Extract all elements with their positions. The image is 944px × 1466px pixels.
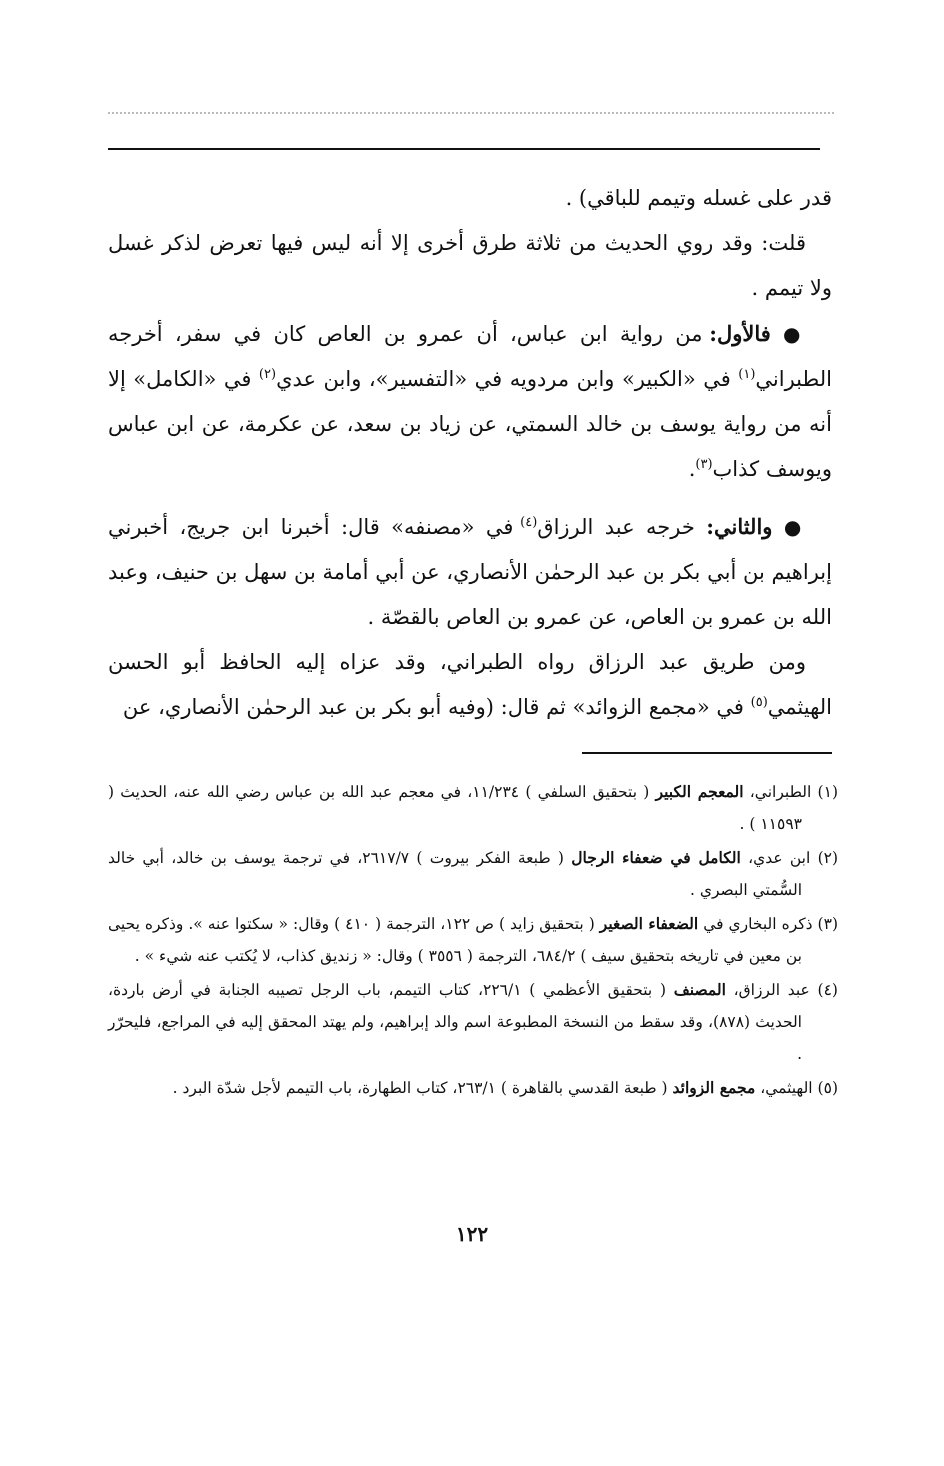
text-run: ابن عدي، — [740, 849, 811, 867]
book-title: الضعفاء الصغير — [599, 914, 699, 933]
footnote-ref[interactable]: (١) — [738, 367, 756, 382]
footnote-ref[interactable]: (٣) — [695, 457, 713, 472]
lead-word: والثاني: — [706, 514, 773, 539]
footnote-2 — [108, 842, 838, 906]
book-title: مجمع الزوائد — [672, 1078, 756, 1097]
text-run: من رواية ابن عباس، أن عمرو بن العاص كان في سفر، أخرجه الطبراني — [108, 322, 832, 391]
footnote-number: (٢) — [817, 849, 839, 867]
text-run: ومن طريق عبد الرزاق رواه الطبراني، وقد عزاه إليه الحافظ أبو الحسن الهيثمي — [108, 650, 832, 719]
paragraph-continuation: قدر على غسله وتيمم للباقي) . — [565, 186, 832, 210]
text-run: ( طبعة الفكر بيروت ) ٢٦١٧/٧، في ترجمة يوسف بن خالد، أبي خالد السُّمتي البصري . — [108, 849, 802, 899]
footnote-ref[interactable]: (٥) — [750, 695, 768, 710]
paragraph-second-route — [108, 504, 832, 640]
footnote-3 — [108, 908, 838, 972]
text-run: ( طبعة القدسي بالقاهرة ) ٢٦٣/١، كتاب الطهارة، باب التيمم لأجل شدّة البرد . — [172, 1079, 673, 1097]
footnotes — [108, 776, 838, 1106]
footnote-number: (١) — [817, 783, 838, 801]
text-run: عبد الرزاق، — [725, 981, 810, 999]
text-run: ذكره البخاري في — [698, 915, 813, 933]
footnote-number: (٣) — [817, 915, 838, 933]
text-run: الطبراني، — [743, 783, 812, 801]
bullet-icon: ● — [783, 322, 807, 346]
text-run: ( بتحقيق زايد ) ص ١٢٢، الترجمة ( ٤١٠ ) وقال: « سكتوا عنه ». وذكره يحيى بن معين في تاريخه بتحقيق سيف ) ٦٨٤/٢، الترجمة ( ٣٥٥٦ ) وقال: « زنديق كذاب، لا يُكتب عنه شيء » . — [108, 915, 802, 965]
footnote-1 — [108, 776, 838, 840]
book-title: المعجم الكبير — [655, 782, 744, 801]
footnote-5 — [108, 1072, 838, 1104]
paragraph-tabarani-route — [108, 640, 832, 730]
footnote-number: (٥) — [817, 1079, 838, 1097]
main-text — [108, 176, 832, 730]
text-run: الهيثمي، — [755, 1079, 813, 1097]
text-run: في «الكبير» وابن مردويه في «التفسير»، وابن عدي — [276, 367, 739, 391]
book-title: المصنف — [673, 980, 726, 999]
text-run: في «الكامل» إلا أنه من رواية يوسف بن خالد السمتي، عن زياد بن سعد، عن عكرمة، عن ابن عباس ويوسف كذاب — [108, 367, 832, 481]
paragraph-first-route — [108, 311, 832, 492]
book-title: الكامل في ضعفاء الرجال — [571, 848, 741, 867]
bullet-icon: ● — [783, 515, 806, 539]
text-run: . — [688, 457, 696, 481]
text-run: في «مجمع الزوائد» ثم قال: (وفيه أبو بكر بن عبد الرحمٰن الأنصاري، عن — [122, 695, 751, 719]
footnote-separator — [582, 752, 832, 754]
header-dotted-line — [108, 112, 834, 114]
lead-word: فالأول: — [709, 321, 771, 346]
footnote-ref[interactable]: (٤) — [520, 515, 538, 530]
page-number: ١٢٢ — [455, 1222, 489, 1246]
footnote-ref[interactable]: (٢) — [258, 367, 277, 382]
text-run: خرجه عبد الرزاق — [537, 515, 707, 539]
paragraph-intro: قلت: وقد روي الحديث من ثلاثة طرق أخرى إلا أنه ليس فيها تعرض لذكر غسل ولا تيمم . — [108, 231, 832, 300]
header-rule — [108, 148, 820, 150]
text-run: ( بتحقيق الأعظمي ) ٢٢٦/١، كتاب التيمم، باب الرجل تصيبه الجنابة في أرض باردة، الحديث (٨٧٨)، وقد سقط من النسخة المطبوعة اسم والد إبراهيم، ولم يهتد المحقق إليه في المراجع، فليحرّر . — [108, 981, 802, 1063]
footnote-4 — [108, 974, 838, 1070]
footnote-number: (٤) — [817, 981, 838, 999]
text-run: في «مصنفه» قال: أخبرنا ابن جريج، أخبرني إبراهيم بن أبي بكر بن عبد الرحمٰن الأنصاري، عن أبي أمامة بن سهل بن حنيف، وعبد الله بن عمرو بن العاص، عن عمرو بن العاص بالقصّة . — [108, 515, 832, 629]
text-run: ( بتحقيق السلفي ) ١١/٢٣٤، في معجم عبد الله بن عباس رضي الله عنه، الحديث ( ١١٥٩٣ ) . — [108, 783, 802, 833]
